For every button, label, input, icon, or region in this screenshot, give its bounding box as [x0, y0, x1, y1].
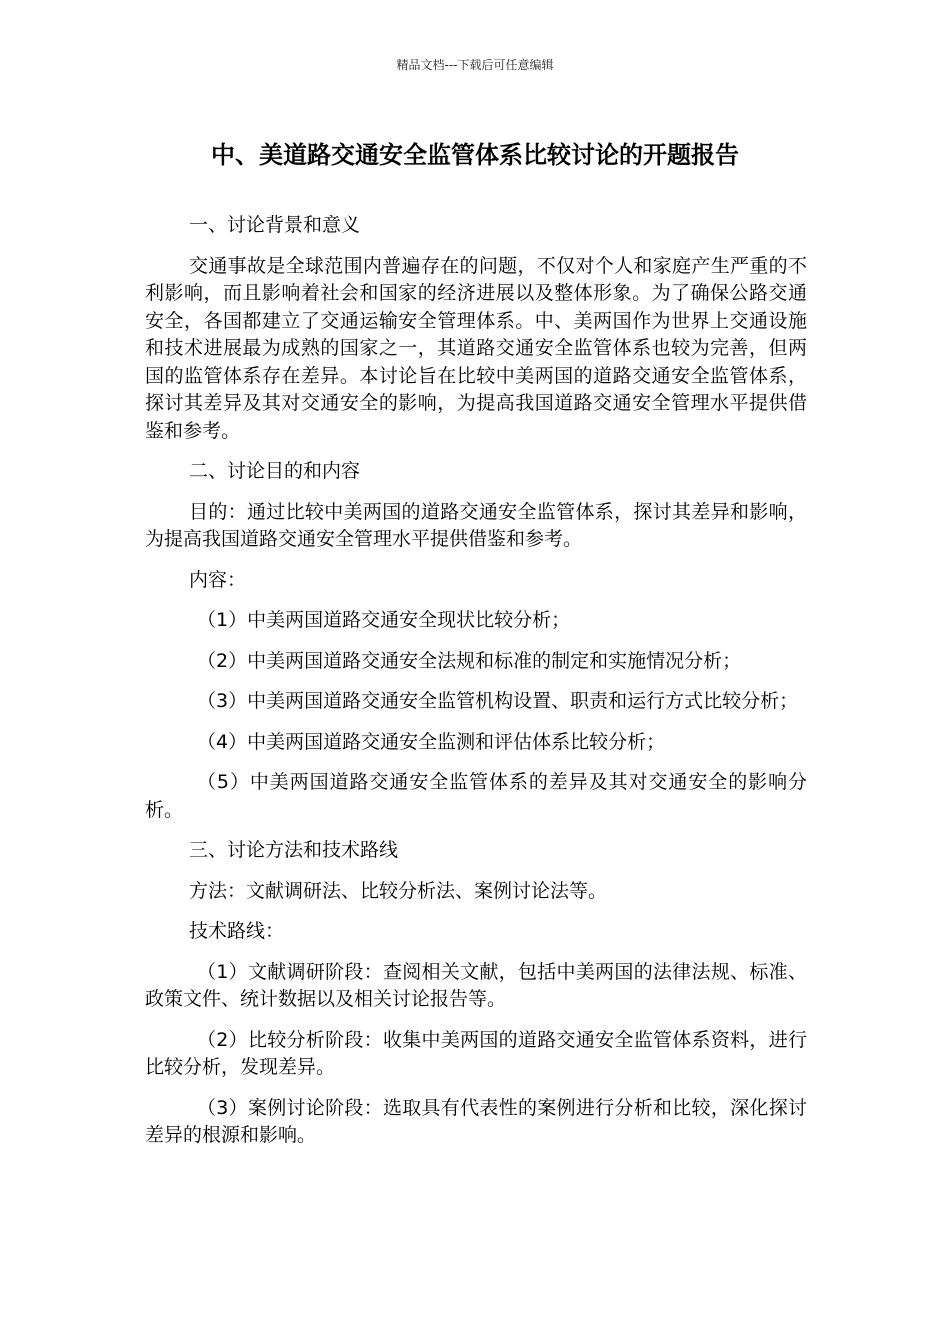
method-paragraph: 方法：文献调研法、比较分析法、案例讨论法等。 [189, 879, 608, 902]
route-step: （2）比较分析阶段：收集中美两国的道路交通安全监管体系资料，进行比较分析，发现差异。 [145, 1028, 807, 1078]
document-body [145, 212, 807, 1163]
section1-paragraph: 交通事故是全球范围内普遍存在的问题，不仅对个人和家庭产生严重的不利影响，而且影响着社会和国家的经济进展以及整体形象。为了确保公路交通安全，各国都建立了交通运输安全管理体系。中、美两国作为世界上交通设施和技术进展最为成熟的国家之一，其道路交通安全监管体系也较为完善，但两国的监管体系存在差异。本讨论旨在比较中美两国的道路交通安全监管体系，探讨其差异及其对交通安全的影响，为提高我国道路交通安全管理水平提供借鉴和参考。 [145, 254, 807, 442]
document-title: 中、美道路交通安全监管体系比较讨论的开题报告 [211, 141, 739, 169]
purpose-paragraph: 目的：通过比较中美两国的道路交通安全监管体系，探讨其差异和影响，为提高我国道路交通安全管理水平提供借鉴和参考。 [145, 500, 807, 550]
content-item: （1）中美两国道路交通安全现状比较分析； [197, 609, 571, 631]
content-item: （3）中美两国道路交通安全监管机构设置、职责和运行方式比较分析； [197, 690, 799, 712]
section1-heading: 一、讨论背景和意义 [189, 214, 361, 236]
content-item: （4）中美两国道路交通安全监测和评估体系比较分析； [197, 730, 666, 753]
content-label: 内容： [189, 568, 247, 591]
route-step: （3）案例讨论阶段：选取具有代表性的案例进行分析和比较，深化探讨差异的根源和影响。 [145, 1096, 807, 1146]
route-step: （1）文献调研阶段：查阅相关文献，包括中美两国的法律法规、标准、政策文件、统计数据以及相关讨论报告等。 [145, 960, 807, 1010]
content-item: （2）中美两国道路交通安全法规和标准的制定和实施情况分析； [197, 649, 742, 672]
content-item: （5）中美两国道路交通安全监管体系的差异及其对交通安全的影响分析。 [145, 771, 807, 821]
route-label: 技术路线： [189, 920, 285, 942]
section2-heading: 二、讨论目的和内容 [189, 460, 361, 482]
section3-heading: 三、讨论方法和技术路线 [189, 839, 399, 861]
page-header: 精品文档---下载后可任意编辑 [396, 58, 554, 72]
